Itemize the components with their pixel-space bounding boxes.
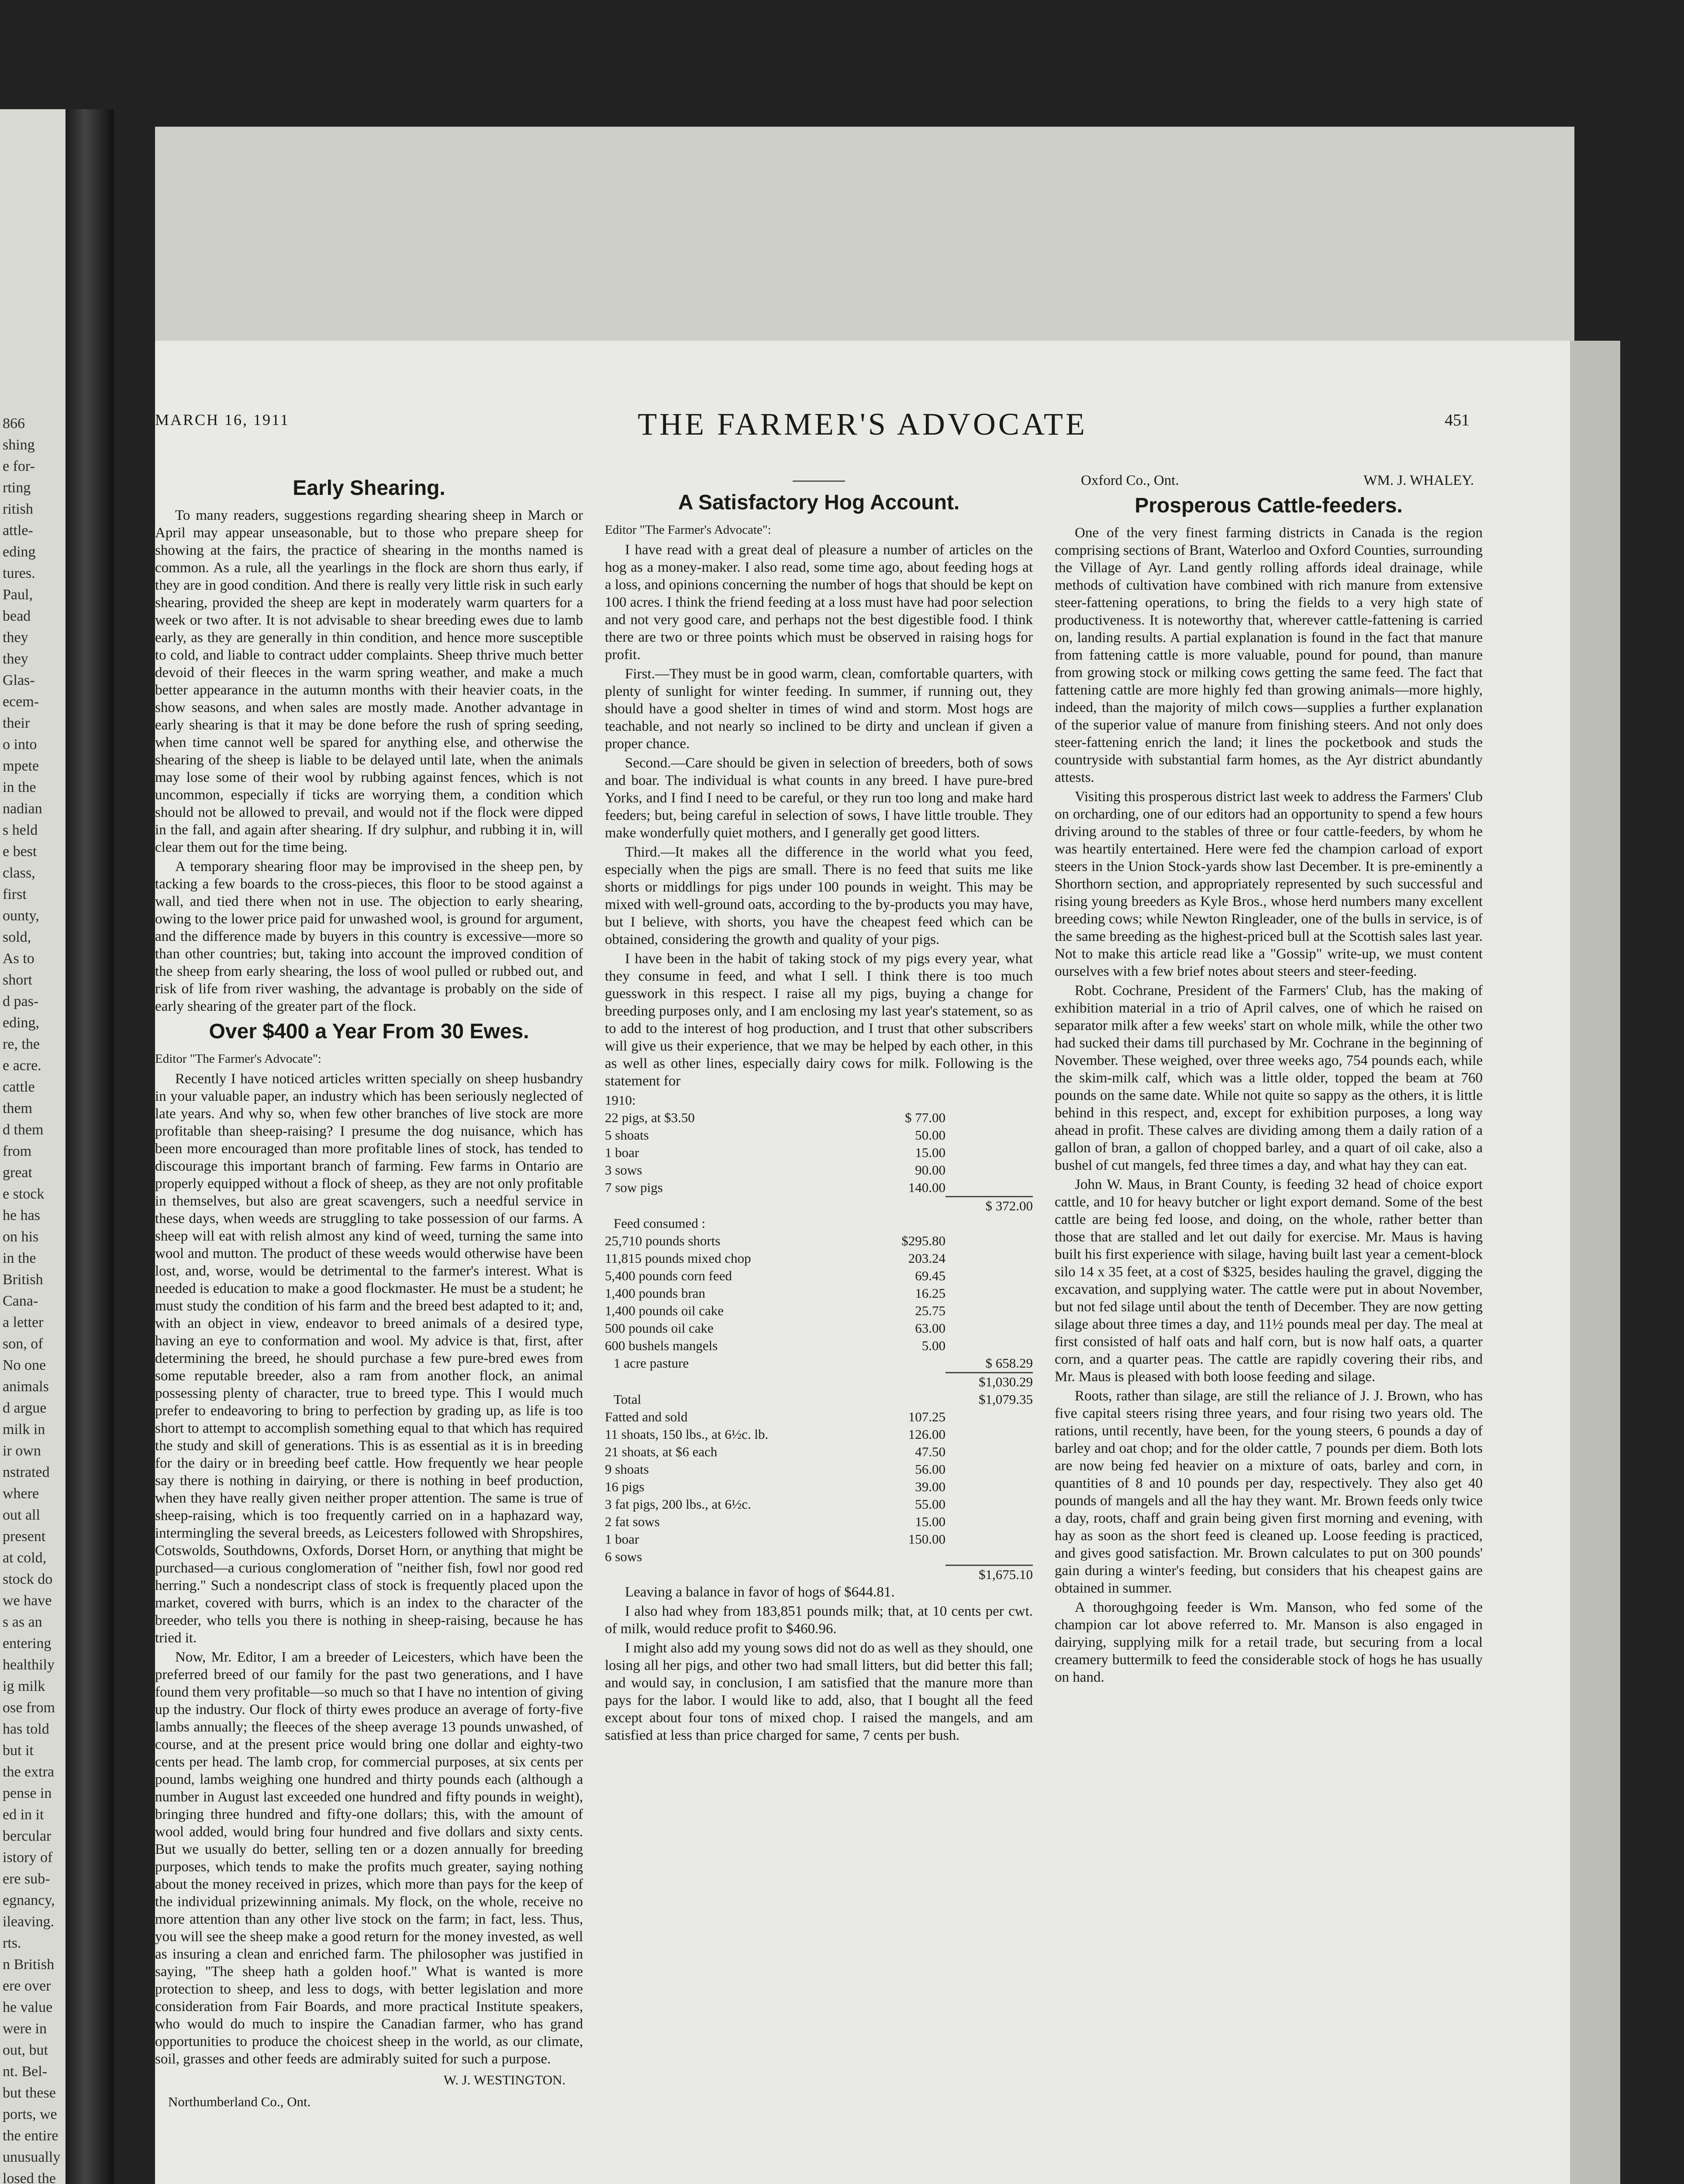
item: 22 pigs, at $3.50 <box>605 1110 695 1125</box>
left-page-fragment: Glas- <box>3 672 35 688</box>
table-row <box>605 1408 1033 1426</box>
table-row <box>605 1461 1033 1478</box>
signature: WM. J. WHALEY. <box>1363 473 1474 488</box>
left-page-fragment: bead <box>3 608 31 624</box>
item: 1 boar <box>605 1531 639 1547</box>
item: 5,400 pounds corn feed <box>605 1268 732 1283</box>
left-page-fragment: eding, <box>3 1015 40 1031</box>
item: 1,400 pounds bran <box>605 1285 705 1301</box>
amount: 5.00 <box>921 1337 946 1353</box>
left-page-fragment: nstrated <box>3 1464 50 1480</box>
left-page-fragment: were in <box>3 2021 47 2037</box>
table-row <box>605 1196 1033 1215</box>
divider <box>793 480 845 482</box>
feed-total: $ 658.29 <box>985 1355 1033 1371</box>
newspaper-page <box>155 341 1570 2184</box>
amount: 55.00 <box>915 1496 946 1512</box>
left-page-fragment: As to <box>3 950 35 967</box>
article-title-hog-account: A Satisfactory Hog Account. <box>678 491 960 514</box>
left-page-fragment: has told <box>3 1721 49 1737</box>
left-page-fragment: d them <box>3 1122 44 1138</box>
left-page-fragment: cattle <box>3 1079 35 1095</box>
left-page-fragment: s as an <box>3 1614 42 1630</box>
left-page-fragment: they <box>3 629 28 646</box>
item: Fatted and sold <box>605 1409 688 1424</box>
paragraph: Robt. Cochrane, President of the Farmers' Club, has the making of exhibition material in a trio of April calves, one of which he raised on separator milk after a few weeks' start on whole milk, while the other two had sucked their dams till purchased by Mr. Cochrane in the beginning of November. These weighed, over three weeks ago, 754 pounds each, while the skim-milk calf, which was a little older, topped the beam at 760 pounds on the same date. While not quite so sappy as the others, it is little behind in this respect, and, except for exhibition purposes, a long way ahead in profit. These calves are dividing among them a daily ration of a gallon of bran, a gallon of chopped barley, and a quart of oil cake, also a bushel of cut mangels, fed three times a day, and what hay they can eat. <box>1055 983 1483 1173</box>
table-row <box>605 1320 1033 1337</box>
left-page-fragment: out, but <box>3 2042 48 2058</box>
left-page-fragment: tures. <box>3 565 35 581</box>
table-row <box>605 1337 1033 1355</box>
left-page-fragment: e acre. <box>3 1057 41 1074</box>
left-page-fragment: a letter <box>3 1314 44 1330</box>
left-page-fragment: n British <box>3 1956 55 1973</box>
paragraph: One of the very finest farming districts in Canada is the region comprising sections of Brant, Waterloo and Oxford Counties, surrounding the Village of Ayr. Land gently rolling affords ideal drainage, while methods of cultivation have combined with rich manure from extensive steer-fattening operations, to bring the fields to a very high state of productiveness. It is noteworthy that, wherever cattle-fattening is carried on, landing results. A partial explanation is found in the fact that manure from fattening cattle is more valuable, pound for pound, than manure from growing stock or milking cows getting the same feed. The fact that fattening cattle are more highly fed than growing animals—more highly, indeed, than the majority of milch cows—supplies a further explanation of the superior value of manure from finishing steers. And not only does steer-fattening enrich the land; it lines the pocketbook and studs the countryside with substantial farm homes, as the Ayr district abundantly attests. <box>1055 525 1483 785</box>
table-row <box>605 1496 1033 1513</box>
left-page-fragment: healthily <box>3 1657 55 1673</box>
amount: 50.00 <box>915 1127 946 1143</box>
left-page-fragment: mpete <box>3 758 39 774</box>
left-page-fragment: present <box>3 1528 46 1545</box>
amount: $295.80 <box>901 1233 946 1248</box>
left-page-fragment: at cold, <box>3 1550 47 1566</box>
item: 1 acre pasture <box>614 1355 689 1371</box>
statement-year: 1910: <box>605 1092 636 1108</box>
left-page-fragment: first <box>3 886 27 902</box>
left-page-fragment: milk in <box>3 1421 45 1438</box>
left-page-fragment: ecem- <box>3 694 39 710</box>
item: 7 sow pigs <box>605 1180 663 1195</box>
left-page-fragment: eding <box>3 544 36 560</box>
paragraph: A thoroughgoing feeder is Wm. Manson, who fed some of the champion car lot above referred to. Mr. Manson is also engaged in dairying, supplying milk for a retail trade, but securing from a local creamery buttermilk to feed the considerable stock of hogs he has usually on hand. <box>1055 1600 1483 1685</box>
issue-date: MARCH 16, 1911 <box>155 411 290 429</box>
amount: 15.00 <box>915 1514 946 1529</box>
table-row <box>605 1285 1033 1302</box>
amount: 69.45 <box>915 1268 946 1283</box>
left-page-fragment: in the <box>3 1250 36 1266</box>
left-page-fragment: ports, we <box>3 2106 57 2122</box>
grand-total: $1,079.35 <box>979 1391 1033 1407</box>
left-page-fragment: where <box>3 1486 39 1502</box>
amount: 25.75 <box>915 1303 946 1318</box>
table-row <box>605 1355 1033 1373</box>
paragraph: Second.—Care should be given in selection of breeders, both of sows and boar. The individual is what counts in any breed. I have pure-bred Yorks, and I find I need to be careful, or they run too long and make hard feeders; but, being careful in selection of sows, I have little trouble. They make wonderfully quiet mothers, and I generally get good litters. <box>605 755 1033 841</box>
paragraph: Now, Mr. Editor, I am a breeder of Leicesters, which have been the preferred breed of our family for the past two generations, and I have found them very profitable—so much so that I have no intention of giving up the industry. Our flock of thirty ewes produce an average of forty-five lambs annually; the fleeces of the sheep average 13 pounds unwashed, of course, and at the present price would bring one dollar and eighty-two cents per head. The lamb crop, for commercial purposes, at six cents per pound, lambs weighing one hundred and thirty pounds each (although a number in August last exceeded one hundred and fifty pounds in weight), bringing three hundred and fifty-one dollars; this, with the amount of wool added, would bring four hundred and five dollars and sixty cents. But we usually do better, selling ten or a dozen annually for breeding purposes, which tends to make the profits much greater, saying nothing about the money received in prizes, which more than pays for the keep of the individual prizewinning animals. My flock, on the whole, receive no more attention than any other live stock on the farm; in fact, less. Thus, you will see the sheep make a good return for the money invested, as well as insuring a clean and enriched farm. The philosopher was justified in saying, "The sheep hath a golden hoof." What is wanted is more protection to sheep, and less to dogs, with better legislation and more consideration from Fair Boards, and more practical Institute speakers, who would do much to inspire the Canadian farmer, who has grand opportunities to produce the choicest sheep in the world, as our climate, soil, grasses and other feeds are admirably suited for such a purpose. <box>155 1649 583 2067</box>
paragraph: Leaving a balance in favor of hogs of $644.81. <box>625 1584 895 1600</box>
left-page-fragment: their <box>3 715 30 731</box>
left-page-fragment: d argue <box>3 1400 47 1416</box>
item: 16 pigs <box>605 1479 645 1494</box>
column-2 <box>605 472 1033 1746</box>
editor-line: Editor "The Farmer's Advocate": <box>605 523 771 537</box>
running-total: $1,030.29 <box>946 1372 1033 1391</box>
amount: 203.24 <box>908 1250 946 1266</box>
left-page-fragment: the extra <box>3 1764 54 1780</box>
item: 5 shoats <box>605 1127 649 1143</box>
item: 600 bushels mangels <box>605 1337 718 1353</box>
left-page-fragment: e for- <box>3 458 35 474</box>
location: Northumberland Co., Ont. <box>168 2094 311 2109</box>
left-page-fragment: he has <box>3 1207 40 1223</box>
left-page-fragment: d pas- <box>3 993 39 1009</box>
left-page-fragment: s held <box>3 822 38 838</box>
amount: 107.25 <box>908 1409 946 1424</box>
amount: 150.00 <box>908 1531 946 1547</box>
left-page-fragment: ose from <box>3 1700 55 1716</box>
left-page-fragment: ir own <box>3 1443 41 1459</box>
inventory-total: $ 372.00 <box>946 1196 1033 1215</box>
paragraph: Recently I have noticed articles written specially on sheep husbandry in your valuable paper, an industry which has been seriously neglected of late years. And why so, when few other branches of live stock are more profitable than sheep-raising? I presume the dog nuisance, which has been more encouraged than more profitable lines of stock, has tended to discourage this important branch of farming. Few farms in Ontario are properly equipped without a flock of sheep, as they are not only profitable in themselves, but also are great scavengers, such a needful service in these days, when weeds are struggling to take possession of our farms. A sheep will eat with relish almost any kind of weed, turning the same into wool and mutton. The product of these weeds would otherwise have been lost, and, worse, would be detrimental to the farmer's interest. What is needed is education to make a good flockmaster. He must be a student; he must study the condition of his farm and the breed best adapted to it; and, with an object in view, endeavor to breed animals of a desired type, having an eye to conformation and wool. My advice is that, first, after determining the breed, he should purchase a few pure-bred ewes from some reputable breeder, also a ram from another flock, an animal possessing plenty of character, true to breed type. This I would much prefer to endeavoring to bring to perfection by grading up, as life is too short to attempt to accomplish something equal to that which has required the study and skill of generations. This is as essential as it is in breeding for the dairy or in breeding beef cattle. How frequently we hear people say there is nothing in dairying, or there is nothing in beef production, when they have really given neither proper attention. The same is true of sheep-raising, which is too frequently carried on in a haphazard way, intermingling the several breeds, as Leicesters followed with Shropshires, Cotswolds, Southdowns, Oxfords, Dorset Horn, or anything that might be purchased—a curious conglomeration of "neither fish, fowl nor good red herring." Such a nondescript class of stock is frequently placed upon the market, covered with burrs, which is an index to the character of the breeder, who tells you there is nothing in sheep-raising, because he has tried it. <box>155 1071 583 1646</box>
left-page-fragment: sold, <box>3 929 31 945</box>
left-page-fragment: pense in <box>3 1785 52 1801</box>
item: 3 sows <box>605 1162 642 1178</box>
table-row <box>605 1548 1033 1565</box>
page-header <box>155 407 1570 454</box>
table-row <box>605 1391 1033 1408</box>
table-row <box>605 1109 1033 1127</box>
left-page-fragment: nadian <box>3 801 42 817</box>
item: 9 shoats <box>605 1461 649 1477</box>
left-page-fragment: istory of <box>3 1849 53 1866</box>
left-page-fragment: bercular <box>3 1828 52 1844</box>
column-3 <box>1055 472 1483 1688</box>
table-row <box>605 1144 1033 1161</box>
amount <box>863 1355 946 1373</box>
amount: 126.00 <box>908 1426 946 1442</box>
table-row <box>605 1161 1033 1179</box>
left-page-fragment: No one <box>3 1357 46 1373</box>
total-label: Total <box>614 1391 642 1407</box>
amount: $ 77.00 <box>905 1110 946 1125</box>
item: 500 pounds oil cake <box>605 1320 714 1336</box>
item: 11,815 pounds mixed chop <box>605 1250 751 1266</box>
amount: 16.25 <box>915 1285 946 1301</box>
left-page-fragment: shing <box>3 437 35 453</box>
paragraph: I have read with a great deal of pleasure a number of articles on the hog as a money-maker. I also read, some time ago, about feeding hogs at a loss, and opinions concerning the number of hogs that should be kept on 100 acres. I think the friend feeding at a loss must have had poor selection and not very good care, and perhaps not the best digestible food. I think there are two or three points which must be observed in raising hogs for profit. <box>605 542 1033 663</box>
table-row <box>605 1513 1033 1531</box>
table-row <box>605 1127 1033 1144</box>
feed-label: Feed consumed : <box>614 1215 706 1231</box>
amount: 63.00 <box>915 1320 946 1336</box>
paragraph: To many readers, suggestions regarding shearing sheep in March or April may appear unseasonable, but to those who prepare sheep for showing at the fairs, the practice of shearing in the months named is common. As a rule, all the yearlings in the flock are shorn thus early, if they are in good condition. And there is really very little risk in such early shearing, provided the sheep are kept in moderately warm quarters for a week or two after. It is not advisable to shear breeding ewes due to lamb early, as they are generally in thin condition, and hence more susceptible to cold, and liable to contract udder complaints. Sheep thrive much better devoid of their fleeces in the warm spring weather, and make a much better appearance in the autumn months with their heavier coats, in the show seasons, and when sales are mostly made. Another advantage in early shearing is that it may be done before the rush of spring seeding, when time cannot well be spared for anything else, and otherwise the shearing of the sheep is liable to be delayed until late, when the animals may lose some of their wool by rubbing against fences, which is not uncommon, especially if ticks are worrying them, a condition which should not be allowed to prevail, and would not if the flock were dipped in the fall, and again after shearing. If dry sulphur, and rubbing it in, will clear them out for the time being. <box>155 508 583 855</box>
amount: 90.00 <box>915 1162 946 1178</box>
left-page-fragment: out all <box>3 1507 40 1523</box>
table-row <box>605 1232 1033 1250</box>
left-page-fragment: o into <box>3 736 37 753</box>
left-page-fragment: ounty, <box>3 908 39 924</box>
paragraph: I have been in the habit of taking stock of my pigs every year, what they consume in feed, and what I sell. I think there is too much guesswork in this respect. I raise all my pigs, buying a change for breeding purposes only, and I am enclosing my last year's statement, so as to add to the interest of hog production, and I trust that other subscribers will give us their experience, that we may be helped by each other, in this as well as other lines, especially dairy cows for milk. Following is the statement for <box>605 951 1033 1089</box>
left-page-fragment: we have <box>3 1593 52 1609</box>
left-page-fragment: on his <box>3 1229 39 1245</box>
item: 25,710 pounds shorts <box>605 1233 721 1248</box>
left-page-fragment: he value <box>3 1999 53 2015</box>
paragraph: Roots, rather than silage, are still the reliance of J. J. Brown, who has five capital steers rising three years, and four rising two years old. The rations, until recently, have been, for the young steers, 6 pounds a day of barley and oat chop; and for the older cattle, 7 pounds per diem. Both lots are now being fed heavier on a mixture of oats, barley and corn, in quantities of 8 and 10 pounds per day, respectively. They also get 40 pounds of mangels and all the hay they want. Mr. Brown feeds only twice a day, roots, chaff and grain being given first morning and evening, with hay as soon as the short feed is cleaned up. Loose feeding is practiced, and gives good satisfaction. Mr. Brown calculates to put on 300 pounds' gain during a winter's feeding, but considers that his cheapest gains are obtained in summer. <box>1055 1388 1483 1596</box>
left-page-fragment: but these <box>3 2085 56 2101</box>
left-page-fragment: from <box>3 1143 32 1159</box>
paragraph: First.—They must be in good warm, clean, comfortable quarters, with plenty of sunlight for winter feeding. In summer, if running out, they should have a good shelter in times of wind and storm. Most hogs are teachable, and not nearly so inclined to be dirty and unclean if given a proper chance. <box>605 666 1033 752</box>
book-binding <box>66 109 114 2184</box>
amount <box>863 1548 946 1565</box>
item: 2 fat sows <box>605 1514 660 1529</box>
left-page-fragment: ere over <box>3 1978 51 1994</box>
left-page-fragment: son, of <box>3 1336 43 1352</box>
table-row <box>605 1478 1033 1496</box>
item: 3 fat pigs, 200 lbs., at 6½c. <box>605 1496 751 1512</box>
left-page-fragment: animals <box>3 1379 49 1395</box>
left-page-fragment: but it <box>3 1742 34 1759</box>
table-row <box>605 1372 1033 1391</box>
table-row <box>605 1531 1033 1548</box>
table-row <box>605 1215 1033 1232</box>
table-row <box>605 1250 1033 1267</box>
left-page-fragment: the entire <box>3 2128 59 2144</box>
left-page-fragment: ig milk <box>3 1678 45 1694</box>
editor-line: Editor "The Farmer's Advocate": <box>155 1052 321 1066</box>
amount: 39.00 <box>915 1479 946 1494</box>
table-row <box>605 1426 1033 1443</box>
signature: W. J. WESTINGTON. <box>443 2072 566 2087</box>
item: 1,400 pounds oil cake <box>605 1303 724 1318</box>
left-page-fragment: e stock <box>3 1186 45 1202</box>
left-page-fragment: rting <box>3 480 31 496</box>
amount: 56.00 <box>915 1461 946 1477</box>
paragraph: I might also add my young sows did not do as well as they should, one losing all her pigs, and other two had small litters, but did better this fall; and would say, in conclusion, I am satisfied that the manure more than pays for the labor. I would like to add, also, that I bought all the feed except about four tons of mixed chop. I raised the mangels, and am satisfied at less than price charged for same, 7 cents per bush. <box>605 1640 1033 1743</box>
left-page-fragment: e best <box>3 843 37 860</box>
signoff <box>1081 472 1474 489</box>
left-page-fragment: class, <box>3 865 35 881</box>
masthead: THE FARMER'S ADVOCATE <box>638 407 1087 442</box>
item: 1 boar <box>605 1145 639 1160</box>
sold-total: $1,675.10 <box>946 1565 1033 1584</box>
left-page-fragment: egnancy, <box>3 1892 55 1908</box>
left-page-fragment: attle- <box>3 522 33 539</box>
left-page-fragment: nt. Bel- <box>3 2063 47 2080</box>
left-page-fragment: British <box>3 1272 43 1288</box>
left-page-fragment: ed in it <box>3 1807 44 1823</box>
table-row <box>605 1443 1033 1461</box>
amount: 15.00 <box>915 1145 946 1160</box>
left-page-fragment: losed the <box>3 2170 56 2184</box>
table-row <box>605 1565 1033 1584</box>
paragraph: A temporary shearing floor may be improvised in the sheep pen, by tacking a few boards to the cross-pieces, this floor to be stood against a wall, and tied there when not in use. The objection to early shearing, owing to the lower price paid for unwashed wool, is ground for argument, and the difference made by buyers in this country is excessive—more so than other countries; but, taking into account the improved condition of the sheep from early shearing, the loss of wool pulled or rubbed out, and risk of life from river washing, the advantage is probably on the side of early shearing of the greater part of the flock. <box>155 859 583 1014</box>
left-page-fragment: ritish <box>3 501 33 517</box>
left-page-fragment: Paul, <box>3 587 33 603</box>
left-page-fragment: re, the <box>3 1036 40 1052</box>
article-title-early-shearing: Early Shearing. <box>293 477 445 500</box>
left-page-fragment: Cana- <box>3 1293 38 1309</box>
left-page-fragment: rts. <box>3 1935 21 1951</box>
location: Oxford Co., Ont. <box>1081 473 1179 488</box>
left-page-fragment: short <box>3 972 32 988</box>
paragraph: John W. Maus, in Brant County, is feeding 32 head of choice export cattle, and 10 for heavy butcher or light export demand. Some of the best cattle are being fed loose, and doing, on the whole, rather better than those that are stalled and let out daily for exercise. Mr. Maus is having built his first experience with silage, having built last year a cement-block silo 14 x 35 feet, at a cost of $325, besides hauling the gravel, digging the excavation, and supplying water. The cattle were put in about November, but not fed silage until about the tenth of December. They are now getting silage about three times a day, and 11½ pounds meal per day. The meal at first consisted of half oats and half corn, but is now half oats, a quarter corn, and a quarter peas. The cattle are rapidly covering their ribs, and Mr. Maus is pleased with both loose feeding and silage. <box>1055 1177 1483 1385</box>
left-page-fragment: ere sub- <box>3 1871 50 1887</box>
left-page-fragment: stock do <box>3 1571 53 1587</box>
item: 11 shoats, 150 lbs., at 6½c. lb. <box>605 1426 769 1442</box>
inventory-table <box>605 1109 1033 1583</box>
table-row <box>605 1302 1033 1320</box>
article-title-400-a-year: Over $400 a Year From 30 Ewes. <box>209 1020 529 1043</box>
table-row <box>605 1179 1033 1196</box>
left-page-fragment: 866 <box>3 415 25 432</box>
page-number: 451 <box>1445 411 1470 429</box>
left-page-fragment: unusually <box>3 2149 61 2165</box>
item: 6 sows <box>605 1548 642 1564</box>
table-row <box>605 1267 1033 1285</box>
item: 21 shoats, at $6 each <box>605 1444 718 1459</box>
left-page-fragment: in the <box>3 779 36 795</box>
paragraph: Visiting this prosperous district last week to address the Farmers' Club on orcharding, one of our editors had an opportunity to spend a few hours driving around to the stables of three or four cattle-feeders, by whom he was heartily entertained. Here were fed the champion carload of export steers in the Union Stock-yards show last December. It is pre-eminently a Shorthorn section, and appropriately represented by such successful and rising young breeders as Kyle Bros., whose herd numbers many excellent breeding cows; while Newton Ringleader, one of the bulls in service, is of the same breeding as the highest-priced bull at the Scottish sales last year. Not to make this article read like a "Gossip" write-up, we must content ourselves with a few brief notes about steers and steer-feeding. <box>1055 789 1483 979</box>
left-page-fragment: ileaving. <box>3 1914 55 1930</box>
paragraph: I also had whey from 183,851 pounds milk; that, at 10 cents per cwt. of milk, would reduce profit to $460.96. <box>605 1603 1033 1637</box>
amount: 140.00 <box>908 1180 946 1195</box>
left-page-fragment: they <box>3 651 28 667</box>
left-page-fragment: entering <box>3 1635 52 1652</box>
left-page-fragment: great <box>3 1165 32 1181</box>
left-page-fragment: them <box>3 1100 32 1116</box>
amount: 47.50 <box>915 1444 946 1459</box>
article-title-cattle-feeders: Prosperous Cattle-feeders. <box>1135 494 1403 517</box>
paragraph: Third.—It makes all the difference in the world what you feed, especially when the pigs are small. There is no feed that suits me like shorts or middlings for pigs under 100 pounds in weight. This may be mixed with well-ground oats, according to the by-products you may have, but I believe, with shorts, you have the cheapest feed which can be obtained, considering the growth and quality of your pigs. <box>605 844 1033 947</box>
column-1 <box>155 472 583 2117</box>
